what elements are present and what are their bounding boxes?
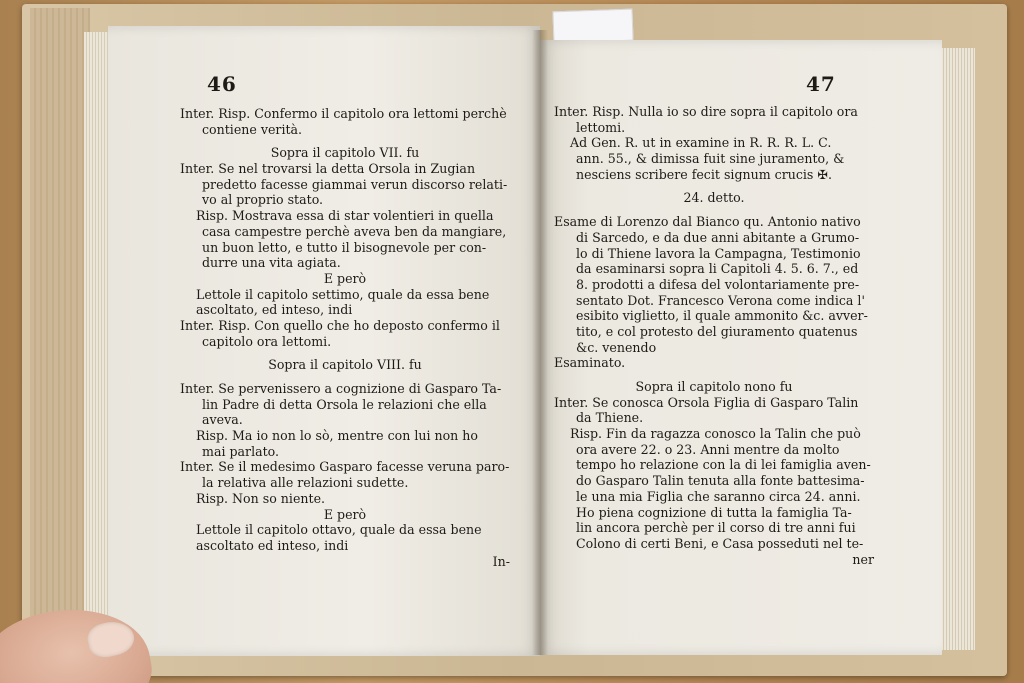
text-line: Esaminato. — [554, 355, 626, 371]
text-line: da esaminarsi sopra li Capitoli 4. 5. 6. 7., ed — [576, 261, 859, 277]
text-line: Colono di certi Beni, e Casa posseduti nel te- — [576, 535, 864, 551]
text-line: tito, e col protesto del giuramento quatenus — [576, 323, 858, 339]
text-line: E però — [323, 270, 367, 286]
section-heading: Sopra il capitolo VIII. fu — [268, 357, 422, 373]
text-line: la relativa alle relazioni sudette. — [202, 475, 409, 491]
text-line: lettomi. — [576, 119, 626, 135]
text-line: Inter. Risp. Confermo il capitolo ora lettomi perchè — [180, 106, 507, 121]
text-line: &c. venendo — [576, 339, 657, 355]
text-line: Risp. Fin da ragazza conosco la Talin che può — [570, 426, 861, 442]
text-line: Inter. Se conosca Orsola Figlia di Gasparo Talin — [554, 394, 859, 410]
text-line: ora avere 22. o 23. Anni mentre da molto — [576, 441, 840, 457]
left-page-text — [180, 106, 510, 569]
text-line: mai parlato. — [202, 443, 280, 459]
text-line: Ho piena cognizione di tutta la famiglia Ta- — [576, 504, 852, 520]
text-line: lin Padre di detta Orsola le relazioni che ella — [202, 396, 487, 412]
catchword: ner — [852, 551, 874, 567]
text-line: sentato Dot. Francesco Verona come indica l' — [576, 292, 865, 308]
text-line: predetto facesse giammai verun discorso relati- — [202, 176, 508, 192]
bookmark-tab — [552, 9, 633, 44]
text-line: 8. prodotti a difesa del volontariamente pre- — [576, 276, 860, 292]
text-line: Lettole il capitolo ottavo, quale da essa bene — [196, 522, 482, 538]
catchword: In- — [492, 553, 510, 569]
text-line: un buon letto, e tutto il bisognevole per con- — [202, 239, 487, 255]
right-page — [540, 40, 942, 655]
text-line: contiene verità. — [202, 121, 303, 137]
text-line: Lettole il capitolo settimo, quale da essa bene — [196, 286, 490, 302]
text-line: Inter. Se nel trovarsi la detta Orsola in Zugian — [180, 161, 476, 177]
text-line: nesciens scribere fecit signum crucis ✠. — [576, 166, 832, 182]
text-line: ann. 55., & dimissa fuit sine juramento, & — [576, 151, 845, 167]
text-line: lo di Thiene lavora la Campagna, Testimonio — [576, 245, 861, 261]
text-line: ascoltato, ed inteso, indi — [196, 302, 353, 318]
text-line: di Sarcedo, e da due anni abitante a Grumo- — [576, 229, 860, 245]
text-line: Inter. Se il medesimo Gasparo facesse veruna paro- — [180, 459, 510, 475]
left-page-number: 46 — [207, 72, 237, 96]
right-page-number: 47 — [806, 72, 836, 96]
text-line: aveva. — [202, 412, 243, 428]
section-heading: Sopra il capitolo nono fu — [635, 379, 793, 394]
text-line: esibito viglietto, il quale ammonito &c. avver- — [576, 308, 868, 324]
text-line: Esame di Lorenzo dal Bianco qu. Antonio nativo — [554, 214, 861, 230]
right-page-text — [554, 104, 874, 567]
text-line: durre una vita agiata. — [202, 255, 341, 271]
text-line: le una mia Figlia che saranno circa 24. anni. — [576, 488, 861, 504]
text-line: tempo ho relazione con la di lei famiglia aven- — [576, 457, 871, 473]
text-line: Risp. Ma io non lo sò, mentre con lui non ho — [196, 428, 478, 444]
date-heading: 24. detto. — [683, 190, 745, 206]
cover-textile-strip — [30, 8, 90, 648]
text-line: Inter. Se pervenissero a cognizione di Gasparo Ta- — [180, 381, 502, 396]
left-page — [108, 26, 540, 656]
text-line: Inter. Risp. Con quello che ho deposto confermo il — [180, 317, 500, 333]
text-line: E però — [323, 506, 367, 522]
text-line: da Thiene. — [576, 410, 644, 426]
text-line: ascoltato ed inteso, indi — [196, 537, 349, 553]
text-line: do Gasparo Talin tenuta alla fonte battesima- — [576, 473, 865, 489]
text-line: casa campestre perchè aveva ben da mangiare, — [202, 223, 507, 239]
text-line: Ad Gen. R. ut in examine in R. R. R. L. C. — [570, 135, 832, 151]
text-line: Risp. Mostrava essa di star volentieri in quella — [196, 208, 494, 224]
text-line: capitolo ora lettomi. — [202, 333, 332, 349]
text-line: lin ancora perchè per il corso di tre anni fui — [576, 520, 856, 536]
text-line: Risp. Non so niente. — [196, 490, 326, 506]
book-gutter — [532, 30, 548, 655]
section-heading: Sopra il capitolo VII. fu — [270, 145, 420, 161]
text-line: vo al proprio stato. — [202, 192, 324, 208]
text-line: Inter. Risp. Nulla io so dire sopra il capitolo ora — [554, 104, 858, 119]
